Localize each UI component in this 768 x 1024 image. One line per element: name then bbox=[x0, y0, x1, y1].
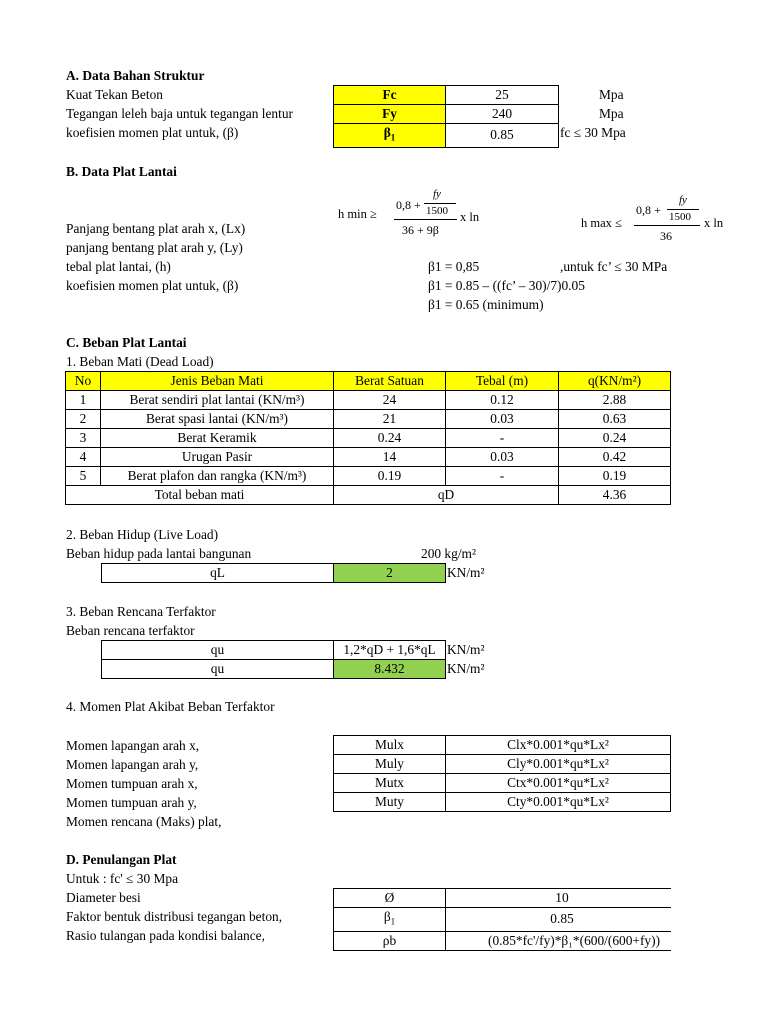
section-b-title: B. Data Plat Lantai bbox=[66, 164, 177, 179]
hmin-main-bar bbox=[394, 219, 457, 220]
cell-berat[interactable]: 21 bbox=[334, 410, 446, 429]
beta-value-cell[interactable]: 0.85 bbox=[446, 124, 559, 148]
muly-label: Momen lapangan arah y, bbox=[66, 757, 199, 772]
page-clip bbox=[671, 0, 768, 1024]
ly-label: panjang bentang plat arah y, (Ly) bbox=[66, 240, 243, 255]
rho-b-label: Rasio tulangan pada kondisi balance, bbox=[66, 928, 265, 943]
cell-q[interactable]: 2.88 bbox=[559, 391, 671, 410]
section-c-title: C. Beban Plat Lantai bbox=[66, 335, 187, 350]
qu-value[interactable]: 8.432 bbox=[334, 660, 446, 679]
total-symbol[interactable]: qD bbox=[334, 486, 559, 505]
hmax-suffix: x ln bbox=[704, 216, 724, 230]
header-no: No bbox=[66, 372, 101, 391]
h-label: tebal plat lantai, (h) bbox=[66, 259, 171, 274]
cell-q[interactable]: 0.63 bbox=[559, 410, 671, 429]
cell-no[interactable]: 1 bbox=[66, 391, 101, 410]
mulx-formula[interactable]: Clx*0.001*qu*Lx² bbox=[446, 736, 671, 755]
live-load-label: Beban hidup pada lantai bangunan bbox=[66, 546, 252, 561]
reinforcement-table bbox=[333, 888, 679, 951]
table-row bbox=[66, 467, 671, 486]
muty-symbol[interactable]: Muty bbox=[334, 793, 446, 812]
mutx-formula[interactable]: Ctx*0.001*qu*Lx² bbox=[446, 774, 671, 793]
qu-formula[interactable]: 1,2*qD + 1,6*qL bbox=[334, 641, 446, 660]
fy-symbol-cell[interactable]: Fy bbox=[334, 105, 446, 124]
hmin-1500: 1500 bbox=[426, 205, 448, 217]
qu-table bbox=[101, 640, 446, 679]
fc-unit: Mpa bbox=[599, 87, 624, 102]
rho-b-formula[interactable]: (0.85*fc'/fy)*β₁*(600/(600+fy)) bbox=[446, 931, 679, 950]
dead-load-table bbox=[65, 371, 671, 505]
diameter-label: Diameter besi bbox=[66, 890, 141, 905]
cell-jenis[interactable]: Berat sendiri plat lantai (KN/m³) bbox=[101, 391, 334, 410]
cell-q[interactable]: 0.24 bbox=[559, 429, 671, 448]
mulx-symbol[interactable]: Mulx bbox=[334, 736, 446, 755]
live-load-value: 200 kg/m² bbox=[421, 546, 476, 561]
cell-jenis[interactable]: Urugan Pasir bbox=[101, 448, 334, 467]
table-row bbox=[66, 391, 671, 410]
qu-symbol[interactable]: qu bbox=[102, 641, 334, 660]
header-q: q(KN/m²) bbox=[559, 372, 671, 391]
fy-label: Tegangan leleh baja untuk tegangan lentur bbox=[66, 106, 293, 121]
beta1-symbol-sub: 1 bbox=[390, 916, 396, 927]
cell-tebal[interactable]: - bbox=[446, 467, 559, 486]
hmin-suffix: x ln bbox=[460, 210, 480, 224]
hmax-num-a: 0,8 + bbox=[636, 203, 661, 217]
cell-berat[interactable]: 0.24 bbox=[334, 429, 446, 448]
ql-symbol[interactable]: qL bbox=[102, 564, 334, 583]
qu-unit-1: KN/m² bbox=[447, 642, 485, 657]
mutx-label: Momen tumpuan arah x, bbox=[66, 776, 198, 791]
live-load-title: 2. Beban Hidup (Live Load) bbox=[66, 527, 219, 542]
cell-q[interactable]: 0.19 bbox=[559, 467, 671, 486]
qu-symbol[interactable]: qu bbox=[102, 660, 334, 679]
cell-no[interactable]: 5 bbox=[66, 467, 101, 486]
cell-jenis[interactable]: Berat plafon dan rangka (KN/m³) bbox=[101, 467, 334, 486]
hmax-1500: 1500 bbox=[669, 211, 691, 223]
section-a-title: A. Data Bahan Struktur bbox=[66, 68, 205, 83]
cell-q[interactable]: 0.42 bbox=[559, 448, 671, 467]
lx-label: Panjang bentang plat arah x, (Lx) bbox=[66, 221, 246, 236]
hmin-fy: fy bbox=[433, 188, 441, 200]
hmin-num-a: 0,8 + bbox=[396, 198, 421, 212]
header-tebal: Tebal (m) bbox=[446, 372, 559, 391]
cell-tebal[interactable]: 0.03 bbox=[446, 448, 559, 467]
fy-unit: Mpa bbox=[599, 106, 624, 121]
beta-line-1: β1 = 0,85 bbox=[428, 259, 480, 274]
cell-no[interactable]: 2 bbox=[66, 410, 101, 429]
ql-table bbox=[101, 563, 446, 583]
factored-title: 3. Beban Rencana Terfaktor bbox=[66, 604, 216, 619]
beta1-symbol: β bbox=[383, 909, 391, 924]
beta1-value[interactable]: 0.85 bbox=[446, 908, 679, 932]
beta-condition: ,untuk fc’ ≤ 30 MPa bbox=[560, 259, 668, 274]
beta1-label: Faktor bentuk distribusi tegangan beton, bbox=[66, 909, 283, 924]
section-d-subtitle: Untuk : fc' ≤ 30 Mpa bbox=[66, 871, 179, 886]
total-row bbox=[66, 486, 671, 505]
beta-b-label: koefisien momen plat untuk, (β) bbox=[66, 278, 239, 293]
ql-unit: KN/m² bbox=[447, 565, 485, 580]
cell-tebal[interactable]: 0.12 bbox=[446, 391, 559, 410]
hmax-fy: fy bbox=[679, 194, 687, 206]
beta-line-2: β1 = 0.85 – ((fc’ – 30)/7)0.05 bbox=[428, 278, 585, 293]
cell-tebal[interactable]: 0.03 bbox=[446, 410, 559, 429]
muty-label: Momen tumpuan arah y, bbox=[66, 795, 197, 810]
cell-no[interactable]: 4 bbox=[66, 448, 101, 467]
fc-label: Kuat Tekan Beton bbox=[66, 87, 163, 102]
moment-max-label: Momen rencana (Maks) plat, bbox=[66, 814, 222, 829]
mutx-symbol[interactable]: Mutx bbox=[334, 774, 446, 793]
beta-symbol: β bbox=[383, 125, 391, 140]
beta-label: koefisien momen plat untuk, (β) bbox=[66, 125, 239, 140]
total-value[interactable]: 4.36 bbox=[559, 486, 671, 505]
muly-formula[interactable]: Cly*0.001*qu*Lx² bbox=[446, 755, 671, 774]
cell-jenis[interactable]: Berat Keramik bbox=[101, 429, 334, 448]
fc-symbol-cell[interactable]: Fc bbox=[334, 86, 446, 105]
moment-table bbox=[333, 735, 671, 812]
beta-symbol-cell[interactable] bbox=[334, 124, 446, 148]
beta-line-3: β1 = 0.65 (minimum) bbox=[428, 297, 544, 312]
table-row bbox=[66, 448, 671, 467]
total-label[interactable]: Total beban mati bbox=[66, 486, 334, 505]
beta1-symbol-cell[interactable] bbox=[334, 908, 446, 932]
beta-symbol-sub: 1 bbox=[390, 132, 396, 143]
fy-value-cell[interactable]: 240 bbox=[446, 105, 559, 124]
beta-note: fc ≤ 30 Mpa bbox=[560, 125, 626, 140]
table-row bbox=[66, 410, 671, 429]
muly-symbol[interactable]: Muly bbox=[334, 755, 446, 774]
hmin-den: 36 + 9β bbox=[402, 223, 439, 237]
header-jenis: Jenis Beban Mati bbox=[101, 372, 334, 391]
cell-berat[interactable]: 0.19 bbox=[334, 467, 446, 486]
ql-value[interactable]: 2 bbox=[334, 564, 446, 583]
diameter-symbol[interactable]: Ø bbox=[334, 889, 446, 908]
cell-no[interactable]: 3 bbox=[66, 429, 101, 448]
muty-formula[interactable]: Cty*0.001*qu*Lx² bbox=[446, 793, 671, 812]
hmax-prefix: h max ≤ bbox=[581, 216, 622, 230]
hmax-den: 36 bbox=[660, 229, 672, 243]
header-berat: Berat Satuan bbox=[334, 372, 446, 391]
moment-title: 4. Momen Plat Akibat Beban Terfaktor bbox=[66, 699, 275, 714]
cell-tebal[interactable]: - bbox=[446, 429, 559, 448]
table-row bbox=[66, 429, 671, 448]
hmin-prefix: h min ≥ bbox=[338, 207, 377, 221]
qu-unit-2: KN/m² bbox=[447, 661, 485, 676]
material-table bbox=[333, 85, 559, 148]
hmax-main-bar bbox=[634, 225, 700, 226]
section-d-title: D. Penulangan Plat bbox=[66, 852, 177, 867]
mulx-label: Momen lapangan arah x, bbox=[66, 738, 200, 753]
factored-label: Beban rencana terfaktor bbox=[66, 623, 195, 638]
dead-load-title: 1. Beban Mati (Dead Load) bbox=[66, 354, 214, 369]
rho-b-symbol[interactable]: ρb bbox=[334, 931, 446, 950]
diameter-value[interactable]: 10 bbox=[446, 889, 679, 908]
cell-jenis[interactable]: Berat spasi lantai (KN/m³) bbox=[101, 410, 334, 429]
cell-berat[interactable]: 24 bbox=[334, 391, 446, 410]
fc-value-cell[interactable]: 25 bbox=[446, 86, 559, 105]
cell-berat[interactable]: 14 bbox=[334, 448, 446, 467]
